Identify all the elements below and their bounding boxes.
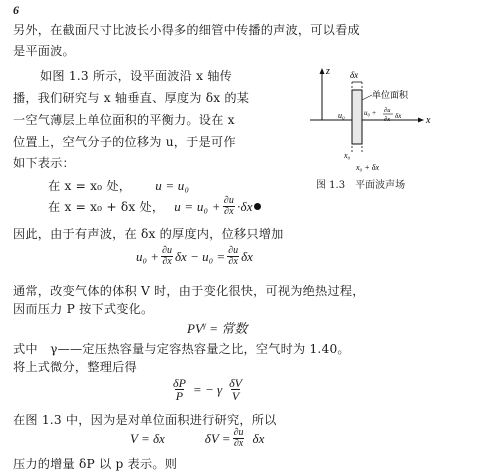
line-usually-1: 通常，改变气体的体积 V 时，由于变化很快，可视为绝热过程， (13, 284, 365, 298)
paragraph1-line1: 另外，在截面尺寸比波长小得多的细管中传播的声波，可以看成 (13, 23, 360, 37)
eq3-frac1: $\frac{\partial u}{\partial x}$ (162, 245, 172, 267)
line-where: 式中 γ——定压热容量与定容热容量之比，空气时为 1.40。 (13, 342, 350, 356)
line-usually-2: 因而压力 P 按下式变化。 (13, 302, 154, 316)
unit-area-label: 单位面积 (372, 90, 409, 100)
unit-area-leader (362, 95, 372, 100)
gamma-superscript: γ (202, 320, 207, 330)
paragraph1-line2: 是平面波。 (13, 44, 75, 58)
eq2-fraction: $\frac{\partial u}{\partial x}$ (223, 195, 235, 217)
z-axis-arrow (320, 68, 325, 74)
eq6-left: V = δx (130, 430, 165, 446)
eq2-lhs: u = u₀ + (174, 198, 221, 214)
dx-label: ∂x (384, 116, 391, 123)
equation-4 (187, 318, 247, 337)
u0-plus-label: u₀ + (364, 109, 377, 117)
equation-6 (130, 428, 264, 449)
x0-plus-label: x₀ + δx (356, 163, 379, 172)
delta-x-label: δx (350, 70, 359, 80)
eq5-frac1: $\frac{\delta P}{P}$ (173, 376, 186, 403)
figure-caption: 图 1.3 平面波声场 (316, 180, 406, 191)
eq3-a: u₀ + (136, 248, 160, 264)
line-diff: 将上式微分，整理后得 (13, 360, 137, 374)
dx-tail-label: δx (395, 112, 402, 120)
eq4-text: $PV^\gamma$ = 常数 (187, 320, 248, 336)
x-axis-arrow (418, 118, 424, 123)
air-slab (352, 90, 362, 144)
eq2-condition: 在 x = x₀ + δx 处， (48, 200, 165, 214)
eq1-condition: 在 x = x₀ 处， (48, 179, 132, 193)
equation-5 (170, 377, 245, 402)
line-pressure: 压力的增量 δP 以 p 表示。则 (13, 457, 178, 471)
line-fig: 在图 1.3 中，因为是对单位面积进行研究，所以 (13, 413, 277, 427)
bullet-mark (254, 203, 261, 210)
paragraph2-line4: 位置上，空气分子的位移为 u，于是可作 (13, 135, 236, 149)
figure-plane-wave (300, 60, 450, 188)
u0-label: u₀ (338, 111, 345, 120)
eq3-c: δx (241, 248, 253, 264)
paragraph2-line5: 如下表示： (13, 156, 75, 170)
du-label: ∂u (384, 107, 391, 114)
page-number: 6 (13, 3, 19, 17)
z-axis-label: z (326, 66, 330, 77)
eq6-mid: δV = (204, 430, 231, 446)
x0-label: x₀ (344, 151, 351, 160)
eq1-rhs: u = u₀ (155, 178, 190, 193)
eq5-frac2: $\frac{\delta V}{V}$ (229, 376, 243, 403)
paragraph2-line2: 播，我们研究与 x 轴垂直、厚度为 δx 的某 (13, 91, 250, 105)
paragraph2-line3: 一空气薄层上单位面积的平衡力。设在 x (13, 113, 235, 127)
eq3-frac2: $\frac{\partial u}{\partial x}$ (228, 245, 239, 267)
x-axis-label: x (426, 115, 431, 126)
line-because: 因此，由于有声波，在 δx 的厚度内，位移只增加 (13, 227, 284, 241)
eq5-mid: = − γ (192, 381, 223, 397)
eq3-b: δx − u₀ = (175, 248, 226, 264)
eq6-frac: $\frac{\partial u}{\partial x}$ (233, 427, 244, 449)
equation-2 (48, 196, 261, 217)
equation-1 (48, 177, 189, 194)
eq2-tail: ·δx (237, 198, 253, 214)
equation-3 (136, 246, 253, 267)
paragraph2-line1: 如图 1.3 所示，设平面波沿 x 轴传 (40, 69, 233, 83)
eq6-tail: δx (252, 430, 265, 446)
